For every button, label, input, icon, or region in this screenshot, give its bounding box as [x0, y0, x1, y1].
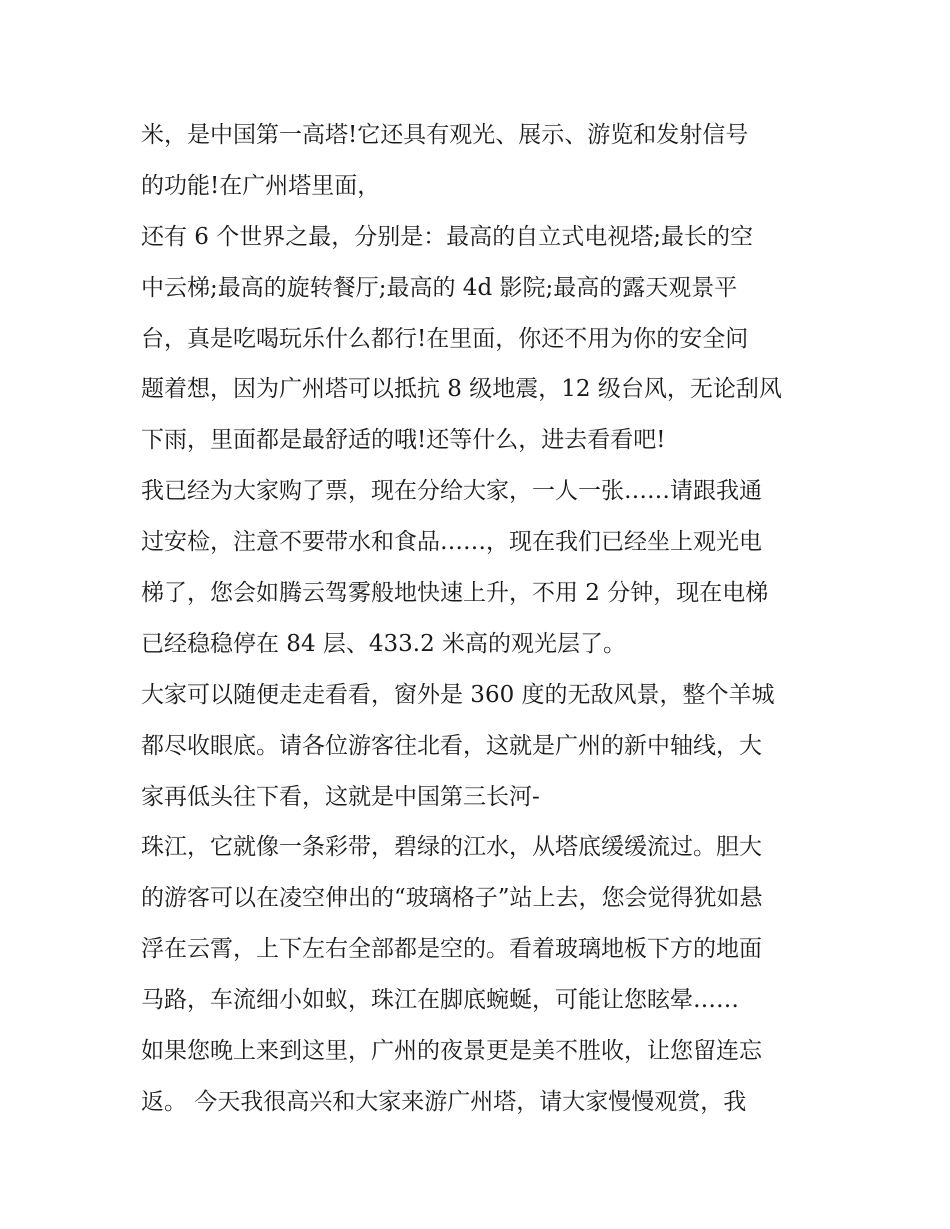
- text-line: 米，是中国第一高塔!它还具有观光、展示、游览和发射信号: [141, 122, 749, 148]
- body-text: [141, 110, 821, 1128]
- text-line: 浮在云霄，上下左右全部都是空的。看着玻璃地板下方的地面: [141, 936, 762, 963]
- text-line: 家再低头往下看，这就是中国第三长河-: [141, 783, 540, 810]
- text-line: 大家可以随便走走看看，窗外是 360 度的无敌风景，整个羊城: [141, 681, 775, 708]
- text-line: 马路，车流细小如蚁，珠江在脚底蜿蜒，可能让您眩晕……: [141, 987, 739, 1014]
- text-line: 都尽收眼底。请各位游客往北看，这就是广州的新中轴线，大: [141, 732, 762, 759]
- text-line: 梯了，您会如腾云驾雾般地快速上升，不用 2 分钟，现在电梯: [141, 580, 769, 607]
- text-line: 返。 今天我很高兴和大家来游广州塔，请大家慢慢观赏，我: [141, 1088, 747, 1115]
- text-line: 题着想，因为广州塔可以抵抗 8 级地震，12 级台风，无论刮风: [141, 376, 782, 403]
- text-line: 下雨，里面都是最舒适的哦!还等什么，进去看看吧!: [141, 427, 666, 454]
- text-line: 已经稳稳停在 84 层、433.2 米高的观光层了。: [141, 630, 627, 657]
- text-line: 还有 6 个世界之最，分别是：最高的自立式电视塔;最长的空: [141, 223, 754, 250]
- text-line: 我已经为大家购了票，现在分给大家，一人一张……请跟我通: [141, 478, 762, 505]
- text-line: 中云梯;最高的旋转餐厅;最高的 4d 影院;最高的露天观景平: [141, 274, 738, 301]
- text-line: 过安检，注意不要带水和食品……，现在我们已经坐上观光电: [141, 529, 762, 556]
- text-line: 台，真是吃喝玩乐什么都行!在里面，你还不用为你的安全问: [141, 325, 749, 352]
- text-line: 的游客可以在凌空伸出的“玻璃格子”站上去，您会觉得犹如悬: [141, 885, 763, 912]
- text-line: 珠江，它就像一条彩带，碧绿的江水，从塔底缓缓流过。胆大: [141, 834, 762, 861]
- text-line: 如果您晚上来到这里，广州的夜景更是美不胜收，让您留连忘: [141, 1038, 762, 1065]
- text-line: 的功能!在广州塔里面，: [141, 172, 381, 199]
